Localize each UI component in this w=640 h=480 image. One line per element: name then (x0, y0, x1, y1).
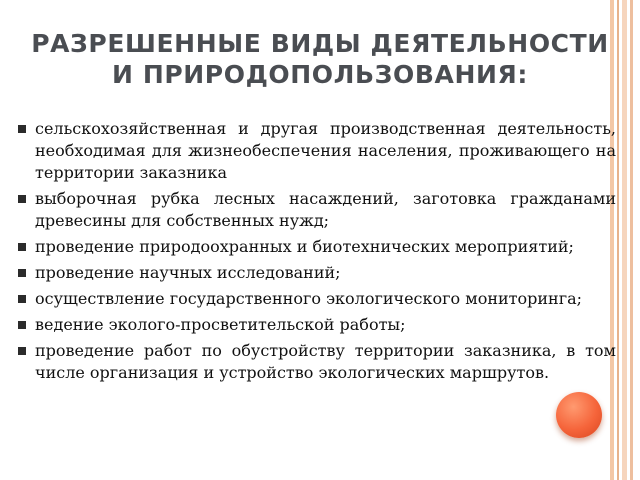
list-item (18, 340, 616, 384)
slide-title-line-1: РАЗРЕШЕННЫЕ ВИДЫ ДЕЯТЕЛЬНОСТИ (31, 29, 609, 58)
square-bullet-icon (18, 243, 26, 251)
orange-circle-decoration (556, 392, 602, 438)
list-item-text: выборочная рубка лесных насаждений, заготовка гражданами древесины для собственных нужд; (35, 189, 616, 230)
list-item (18, 314, 616, 336)
square-bullet-icon (18, 269, 26, 277)
list-item-text: проведение работ по обустройству территории заказника, в том числе организация и устройство экологических маршрутов. (35, 341, 616, 382)
square-bullet-icon (18, 347, 26, 355)
list-item-text: осуществление государственного экологического мониторинга; (35, 289, 583, 308)
list-item (18, 288, 616, 310)
square-bullet-icon (18, 125, 26, 133)
list-item (18, 262, 616, 284)
square-bullet-icon (18, 195, 26, 203)
list-item (18, 188, 616, 232)
list-item-text: проведение научных исследований; (35, 263, 341, 282)
list-item-text: ведение эколого-просветительской работы; (35, 315, 406, 334)
list-item (18, 118, 616, 184)
square-bullet-icon (18, 321, 26, 329)
list-item (18, 236, 616, 258)
list-item-text: проведение природоохранных и биотехнических мероприятий; (35, 237, 574, 256)
square-bullet-icon (18, 295, 26, 303)
slide-title-line-2: И ПРИРОДОПОЛЬЗОВАНИЯ: (112, 60, 528, 89)
list-item-text: сельскохозяйственная и другая производственная деятельность, необходимая для жизнеобеспечения населения, проживающего на территории заказника (35, 119, 616, 182)
slide-title (0, 28, 640, 90)
activity-list (18, 118, 616, 388)
